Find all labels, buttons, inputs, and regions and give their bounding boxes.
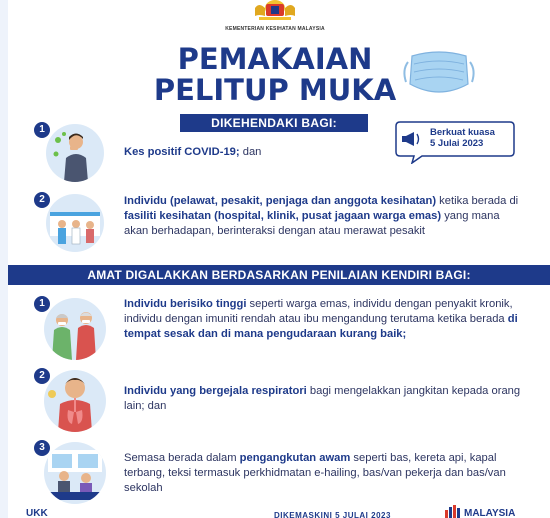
- coat-of-arms-icon: [249, 0, 301, 22]
- item-number: 1: [34, 296, 50, 312]
- section2-item2-text: [124, 384, 524, 414]
- ministry-label: KEMENTERIAN KESIHATAN MALAYSIA: [225, 26, 325, 32]
- item-number: 2: [34, 192, 50, 208]
- footer-updated-label: DIKEMASKINI 5 JULAI 2023: [274, 511, 391, 518]
- item-body-text: Semasa berada dalam: [124, 452, 240, 464]
- public-transport-icon: [44, 442, 106, 504]
- item-bold-text: Individu berisiko tinggi: [124, 298, 247, 310]
- item-body-text: seperti bas, kereta api, kapal terbang, teksi termasuk perkhidmatan e-hailing, bas/van pekerja dan bas/van sekolah: [124, 452, 506, 495]
- item-body-text: ketika berada di: [436, 195, 519, 207]
- section1-item2-text: [124, 194, 524, 240]
- effective-date-line1: Berkuat kuasa: [430, 127, 495, 138]
- item-bold-text: di tempat sesak dan di mana pengudaraan kurang baik;: [124, 313, 518, 341]
- item-body-text: dan: [239, 146, 262, 158]
- section1-item1-text: [124, 145, 524, 160]
- item-bold-text: Individu yang bergejala respiratori: [124, 385, 307, 397]
- item-body-text: yang mana akan berhadapan, berinteraksi dengan atau merawat pesakit: [124, 210, 500, 238]
- section2-item1-text: [124, 297, 524, 343]
- item-number: 2: [34, 368, 50, 384]
- footer-malaysia-label: MALAYSIA: [464, 508, 516, 518]
- left-edge-decoration: [0, 0, 8, 518]
- item-bold-text: Individu (pelawat, pesakit, penjaga dan anggota kesihatan): [124, 195, 437, 207]
- item-body-text: bagi mengelakkan jangkitan kepada orang lain; dan: [124, 385, 521, 413]
- item-bold-text: pengangkutan awam: [239, 452, 351, 464]
- elderly-people-icon: [44, 298, 106, 360]
- item-bold-text: fasiliti kesihatan (hospital, klinik, pusat jagaan warga emas): [124, 210, 442, 223]
- coughing-person-icon: [46, 124, 104, 182]
- item-number: 3: [34, 440, 50, 456]
- face-mask-icon: [398, 40, 480, 104]
- health-facility-icon: [46, 194, 104, 252]
- effective-date-line2: 5 Julai 2023: [430, 138, 484, 149]
- respiratory-icon: [44, 370, 106, 432]
- footer-ukk-label: UKK: [26, 508, 48, 518]
- item-number: 1: [34, 122, 50, 138]
- section2-item3-text: [124, 451, 524, 497]
- item-bold-text: Kes positif COVID-19;: [124, 146, 240, 158]
- malaysia-logo-icon: [444, 504, 462, 518]
- page-title-line2: PELITUP MUKA: [153, 73, 397, 107]
- item-body-text: seperti warga emas, individu dengan penyakit kronik, individu dengan imuniti rendah atau ibu mengandung terutama ketika berada: [124, 298, 513, 326]
- page-title-line1: PEMAKAIAN: [177, 42, 373, 76]
- required-for-banner: DIKEHENDAKI BAGI:: [180, 114, 368, 132]
- self-assessment-banner: AMAT DIGALAKKAN BERDASARKAN PENILAIAN KENDIRI BAGI:: [8, 265, 550, 285]
